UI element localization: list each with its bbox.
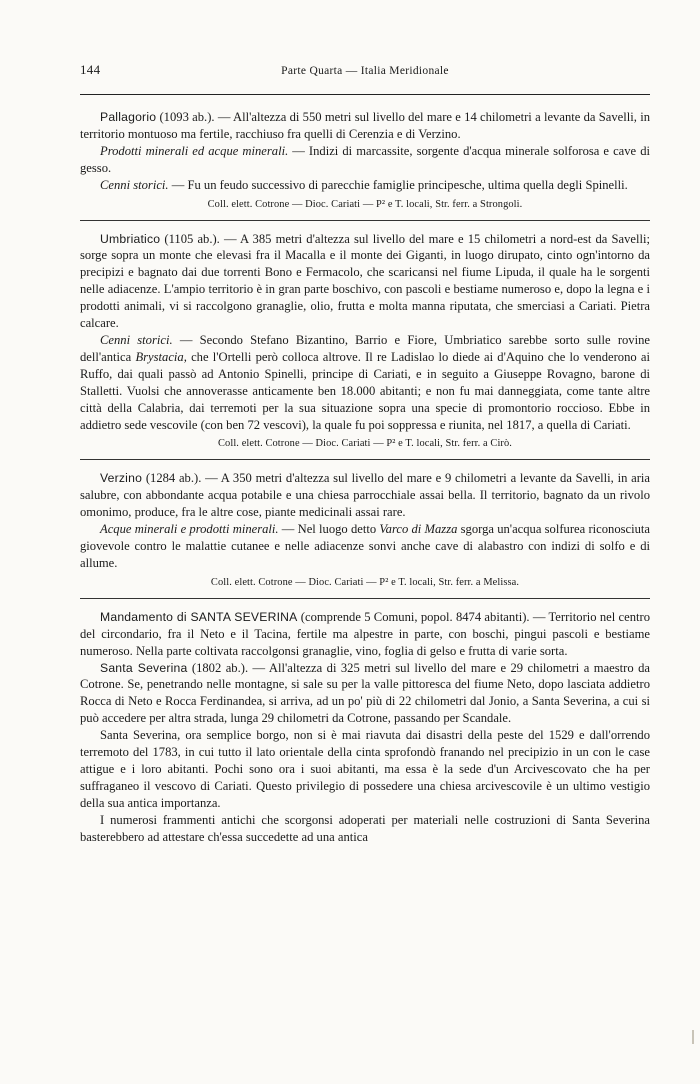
entry-info-line: Coll. elett. Cotrone — Dioc. Cariati — P² e T. locali, Str. ferr. a Melissa. [210, 576, 520, 588]
page [80, 62, 650, 846]
history-paragraph [80, 332, 650, 433]
page-header [80, 62, 650, 78]
minerals-paragraph [80, 521, 650, 572]
history-text: — Secondo Stefano Bizantino, Barrio e Fiore, Umbriatico sarebbe sorto sulle rovine dell'antica [80, 332, 650, 364]
entry-name: Pallagorio [100, 110, 157, 124]
minerals-text: — Nel luogo detto [278, 522, 380, 537]
minerals-text-cont: sgorga un'acqua solfurea riconosciuta giovevole contro le malattie cutanee e nelle adiacenze sonvi anche cave di alabastro con indizi di solfo e di allume. [80, 522, 650, 570]
entry-info-line: Coll. elett. Cotrone — Dioc. Cariati — P² e T. locali, Str. ferr. a Strongoli. [207, 198, 523, 210]
entry-separator [80, 459, 650, 460]
section-mandamento [80, 609, 650, 660]
entry-santa-severina [80, 660, 650, 846]
entry-paragraph [80, 109, 650, 143]
mandamento-title: Mandamento di SANTA SEVERINA [100, 609, 298, 624]
running-title: Parte Quarta — Italia Meridionale [281, 65, 449, 77]
history-heading: Cenni storici. [100, 177, 169, 192]
history-heading: Cenni storici. [100, 332, 173, 347]
place-name: Varco di Mazza [379, 522, 458, 537]
entry-name: Verzino [100, 471, 143, 486]
entry-paragraph [80, 660, 650, 728]
entry-verzino [80, 470, 650, 589]
entry-text: (1284 ab.). — A 350 metri d'altezza sul livello del mare e 9 chilometri a levante da Savelli, in aria salubre, con abbondante acqua potabile e una chiesa parrocchiale assai bella. Il territorio, bagnato da un rivolo omonimo, produce, fra le altre cose, piante medicinali assai rare. [80, 471, 650, 520]
minerals-heading: Prodotti minerali ed acque minerali. [100, 143, 289, 158]
history-text: — Fu un feudo successivo di parecchie famiglie principesche, ultima quella degli Spinelli. [168, 177, 628, 192]
entry-separator [80, 220, 650, 221]
mandamento-text: (comprende 5 Comuni, popol. 8474 abitanti). — Territorio nel centro del circondario, fra il Neto e il Tacina, fertile ma alpestre in parte, con boschi, pingui pascoli e bestiame numeroso. Nella parte coltivata raccolgonsi granaglie, vino, foglia di gelso e frutta di varie sorta. [80, 609, 650, 658]
mandamento-paragraph [80, 609, 650, 660]
entry-paragraph [80, 231, 650, 332]
entry-pallagorio [80, 109, 650, 212]
entry-separator [80, 598, 650, 599]
page-edge-mark [692, 1030, 694, 1044]
minerals-heading: Acque minerali e prodotti minerali. [100, 522, 279, 537]
history-text-cont: che l'Ortelli però colloca altrove. Il re Ladislao lo diede ai d'Aquino che lo venderono ai Ruffo, dai quali passò ad Antonio Spinelli, principe di Cariati, e in seguito a Giuseppe Rovagno, barone di Stalletti. Vuolsi che annoverasse anticamente ben 18.000 abitanti; e non fu mai danneggiata, come tante altre città della Calabria, dai terremoti per la sua situazione sopra una specie di promontorio roccioso. Ebbe in addietro sede vescovile (con ben 72 vescovi), la quale fu poi soppressa e riunita, nel 1817, a quella di Cariati. [80, 349, 650, 432]
entry-name: Santa Severina [100, 660, 188, 675]
minerals-text: — Indizi di marcassite, sorgente d'acqua minerale solforosa e cave di gesso. [80, 143, 650, 175]
entry-paragraph-3: I numerosi frammenti antichi che scorgonsi adoperati per materiali nelle costruzioni di Santa Severina basterebbero ad attestare ch'essa succedette ad una antica [80, 812, 650, 844]
entry-name: Umbriatico [100, 231, 161, 246]
header-rule [80, 94, 650, 95]
minerals-paragraph [80, 143, 650, 177]
entry-paragraph-2: Santa Severina, ora semplice borgo, non si è mai riavuta dai disastri della peste del 1529 e dall'orrendo terremoto del 1783, in cui tutto il lato orientale della cinta sprofondò franando nel precipizio in un con le case attigue e i loro abitanti. Pochi sono ora i suoi abitanti, ma essa è la sede d'un Arcivescovato che ha per suffraganeo il vescovo di Cariati. Questo privilegio di possedere una chiesa arcivescovile è un ultimo vestigio della sua antica importanza. [80, 728, 650, 810]
page-number: 144 [80, 62, 101, 77]
entry-paragraph [80, 470, 650, 521]
history-paragraph [80, 177, 650, 194]
ancient-name: Brystacia, [135, 349, 187, 364]
entry-text: (1093 ab.). — All'altezza di 550 metri sul livello del mare e 14 chilometri a levante da Savelli, in territorio montuoso ma fertile, racchiuso fra quelli di Cerenzia e di Verzino. [80, 110, 650, 141]
entry-text: (1105 ab.). — A 385 metri d'altezza sul livello del mare e 15 chilometri a nord-est da Savelli; sorge sopra un monte che elevasi fra il Macalla e il monte dei Giganti, in luogo dirupato, cinto ogn'intorno da precipizi e bagnato dai due torrenti Bono e Fermacolo, che scaricansi nel fiume Lipuda, il quale ha le sorgenti nelle adiacenze. L'ampio territorio è in gran parte boschivo, con pascoli e bestiame numeroso e, dopo la legna e i prodotti animali, vi si raccolgono granaglie, olio, frutta e molta manna riputata, che smerciasi a Cariati. Pietra calcare. [80, 231, 650, 331]
entry-umbriatico [80, 231, 650, 452]
entry-info-line: Coll. elett. Cotrone — Dioc. Cariati — P² e T. locali, Str. ferr. a Cirò. [218, 438, 512, 450]
entry-text: (1802 ab.). — All'altezza di 325 metri sul livello del mare e 29 chilometri a maestro da Cotrone. Se, penetrando nelle montagne, si sale su per la valle pittoresca del fiume Neto, dopo lasciata addietro Rocca di Neto e Rocca Ferdinandea, si arriva, ad un po' più di 22 chilometri dal Jonio, a Santa Severina, a cui si può accedere per altra strada, lunga 29 chilometri da Cotrone, passando per Scandale. [80, 660, 650, 726]
